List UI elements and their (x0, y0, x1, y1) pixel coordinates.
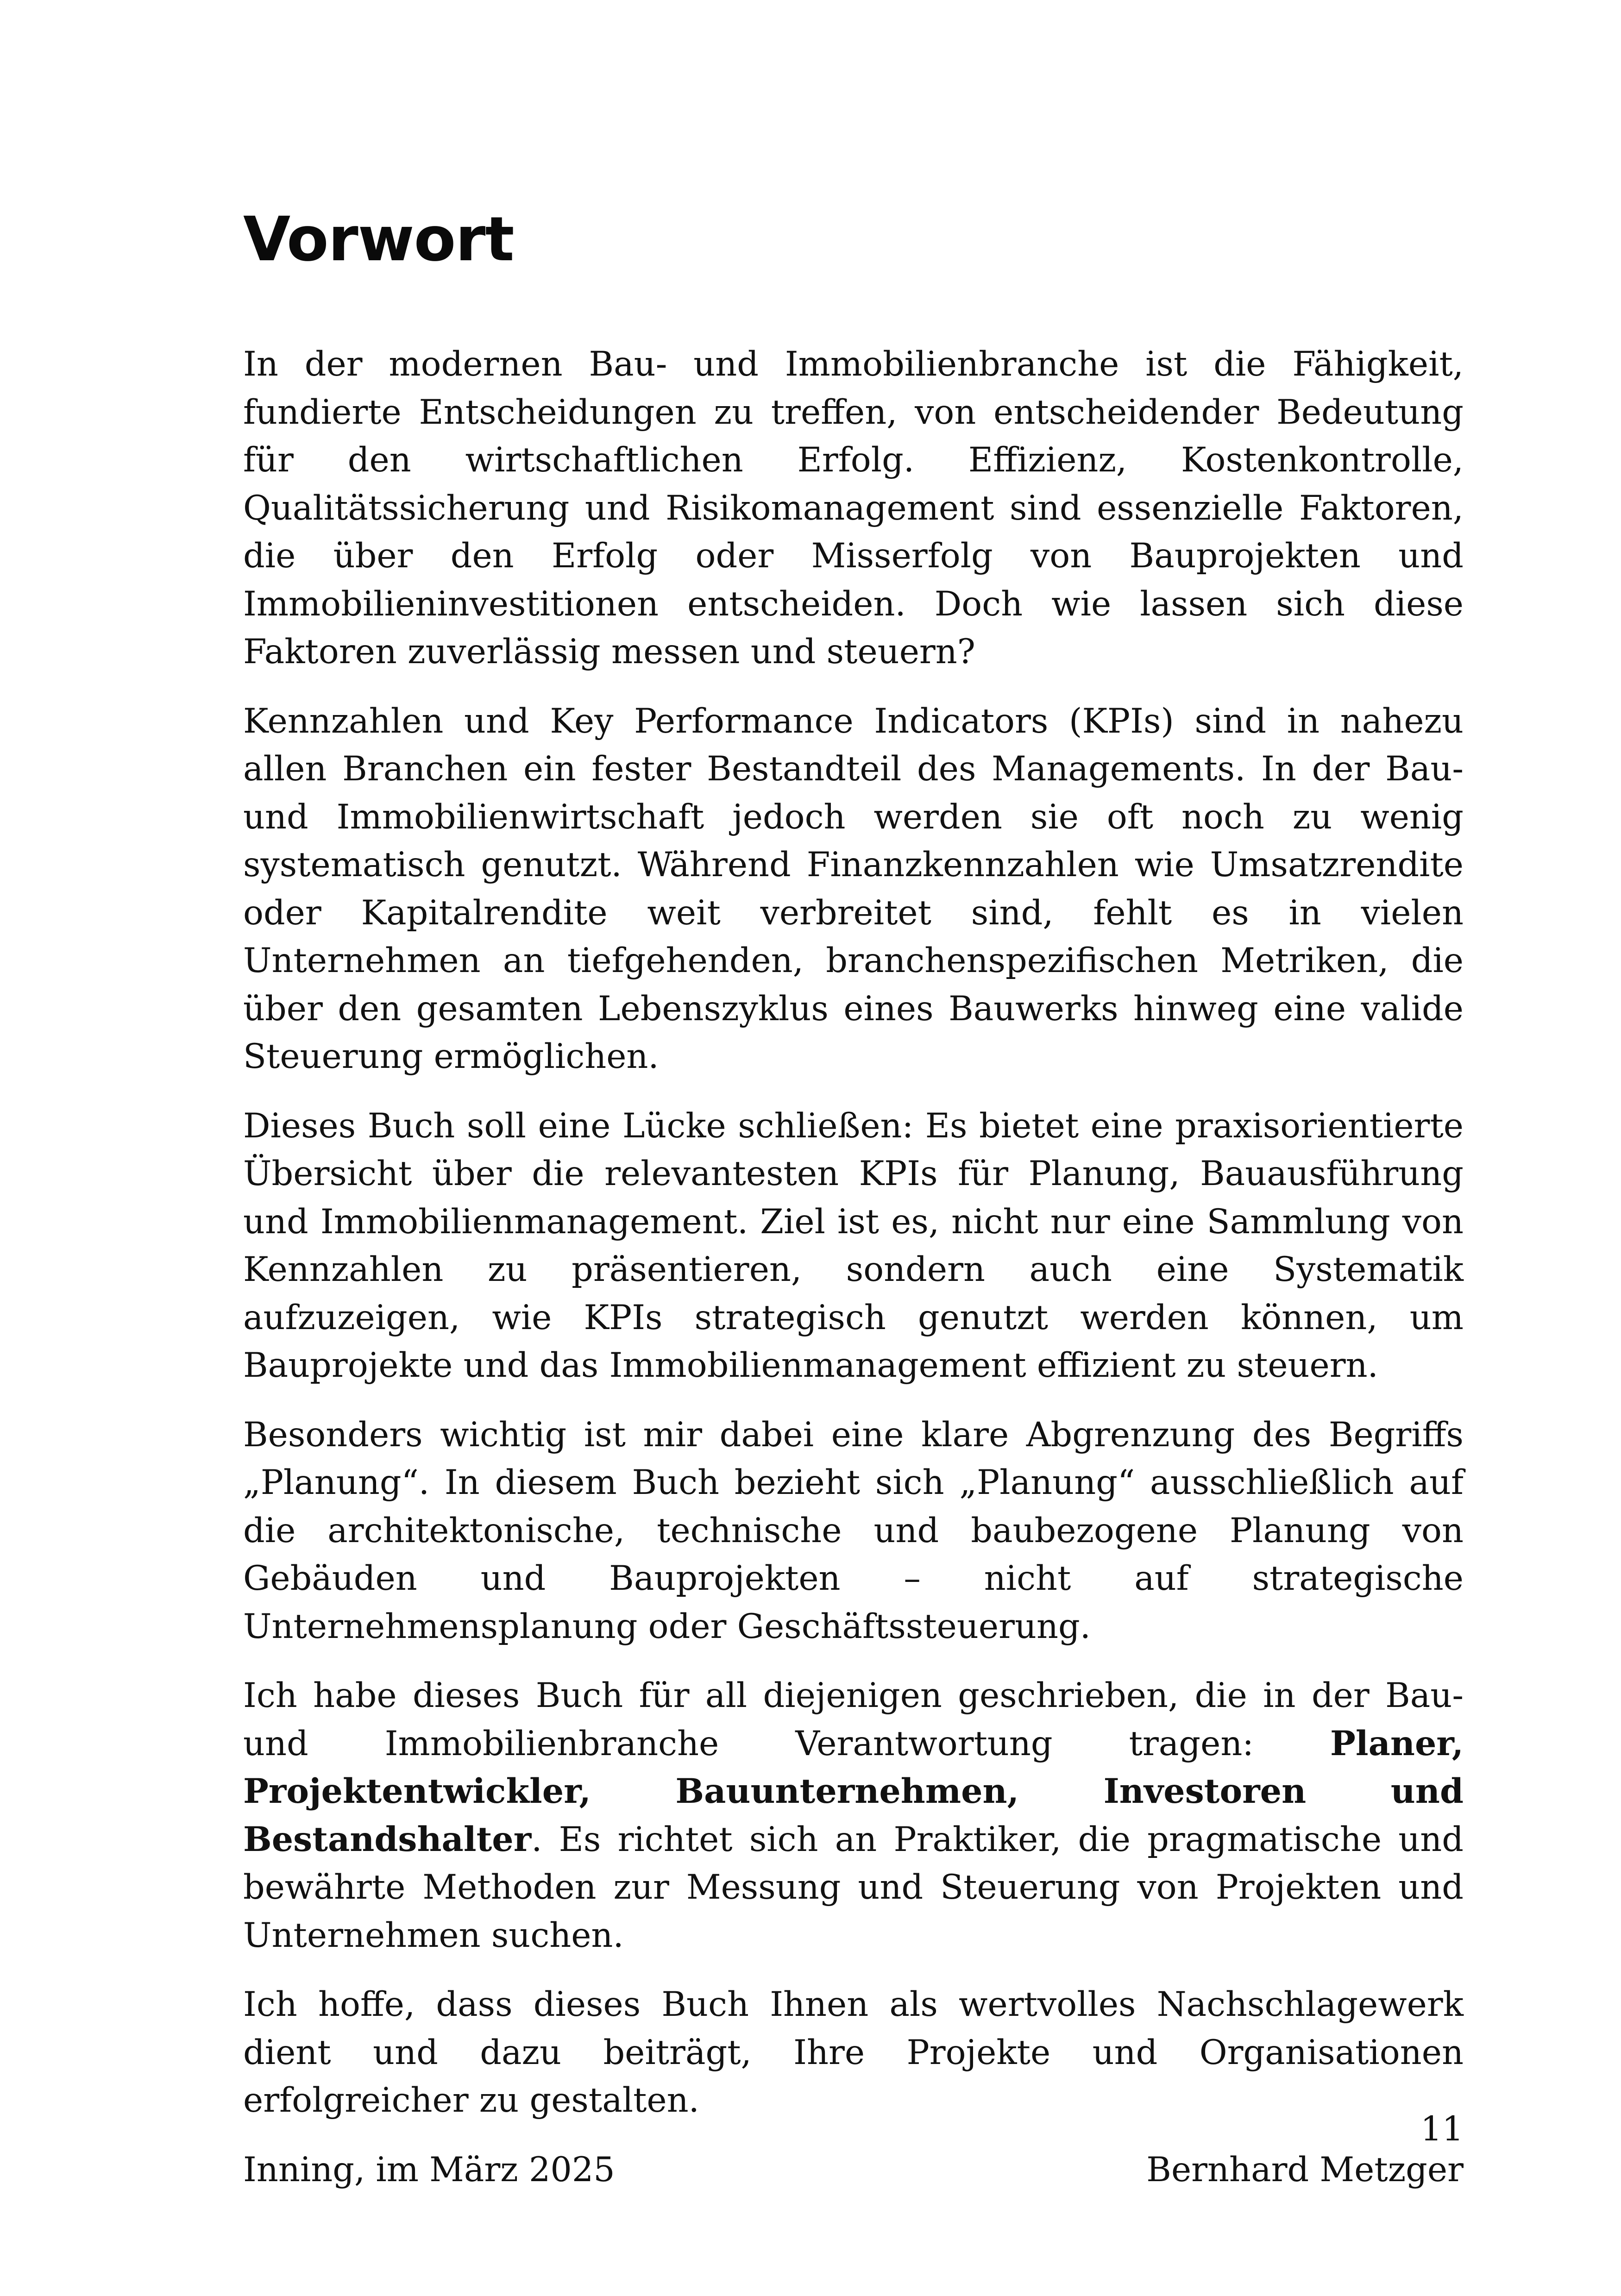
paragraph-5-outro: . Es richtet sich an Praktiker, die pragmatische und bewährte Methoden zur Messung und Steuerung von Projekten und Unternehmen suchen. (243, 1819, 1464, 1955)
paragraph-6: Ich hoffe, dass dieses Buch Ihnen als wertvolles Nachschlagewerk dient und dazu beiträgt, Ihre Projekte und Organisationen erfolgreicher zu gestalten. (243, 1985, 1464, 2120)
place-date: Inning, im März 2025 (243, 2150, 615, 2189)
foreword-body (243, 340, 1464, 2194)
paragraph-4: Besonders wichtig ist mir dabei eine klare Abgrenzung des Begriffs „Planung“. In diesem Buch bezieht sich „Planung“ ausschließlich auf die architektonische, technische und baubezogene Planung von Gebäuden und Bauprojekten – nicht auf strategische Unternehmensplanung oder Geschäftssteuerung. (243, 1415, 1464, 1646)
page-number: 11 (1420, 2109, 1464, 2149)
author-name: Bernhard Metzger (1146, 2150, 1464, 2189)
paragraph-2: Kennzahlen und Key Performance Indicators (KPIs) sind in nahezu allen Branchen ein fester Bestandteil des Managements. In der Bau- und Immobilienwirtschaft jedoch werden sie oft noch zu wenig systematisch genutzt. Während Finanzkennzahlen wie Umsatzrendite oder Kapitalrendite weit verbreitet sind, fehlt es in vielen Unternehmen an tiefgehenden, branchenspezifischen Metriken, die über den gesamten Lebenszyklus eines Bauwerks hinweg eine valide Steuerung ermöglichen. (243, 701, 1464, 1076)
target-audience-list: Planer, Projektentwickler, Bauunternehmen, Investoren und Bestandshalter (243, 1723, 1464, 1859)
paragraph-5-intro: Ich habe dieses Buch für all diejenigen geschrieben, die in der Bau- und Immobilienbranche Verantwortung tragen: (243, 1676, 1464, 1763)
page-title: Vorwort (243, 204, 514, 275)
signature-line (243, 2146, 1464, 2194)
paragraph-3: Dieses Buch soll eine Lücke schließen: Es bietet eine praxisorientierte Übersicht über die relevantesten KPIs für Planung, Bauausführung und Immobilienmanagement. Ziel ist es, nicht nur eine Sammlung von Kennzahlen zu präsentieren, sondern auch eine Systematik aufzuzeigen, wie KPIs strategisch genutzt werden können, um Bauprojekte und das Immobilienmanagement effizient zu steuern. (243, 1106, 1464, 1385)
paragraph-5 (243, 1672, 1464, 1959)
paragraph-1: In der modernen Bau- und Immobilienbranche ist die Fähigkeit, fundierte Entscheidungen zu treffen, von entscheidender Bedeutung für den wirtschaftlichen Erfolg. Effizienz, Kostenkontrolle, Qualitätssicherung und Risikomanagement sind essenzielle Faktoren, die über den Erfolg oder Misserfolg von Bauprojekten und Immobilieninvestitionen entscheiden. Doch wie lassen sich diese Faktoren zuverlässig messen und steuern? (243, 345, 1464, 671)
